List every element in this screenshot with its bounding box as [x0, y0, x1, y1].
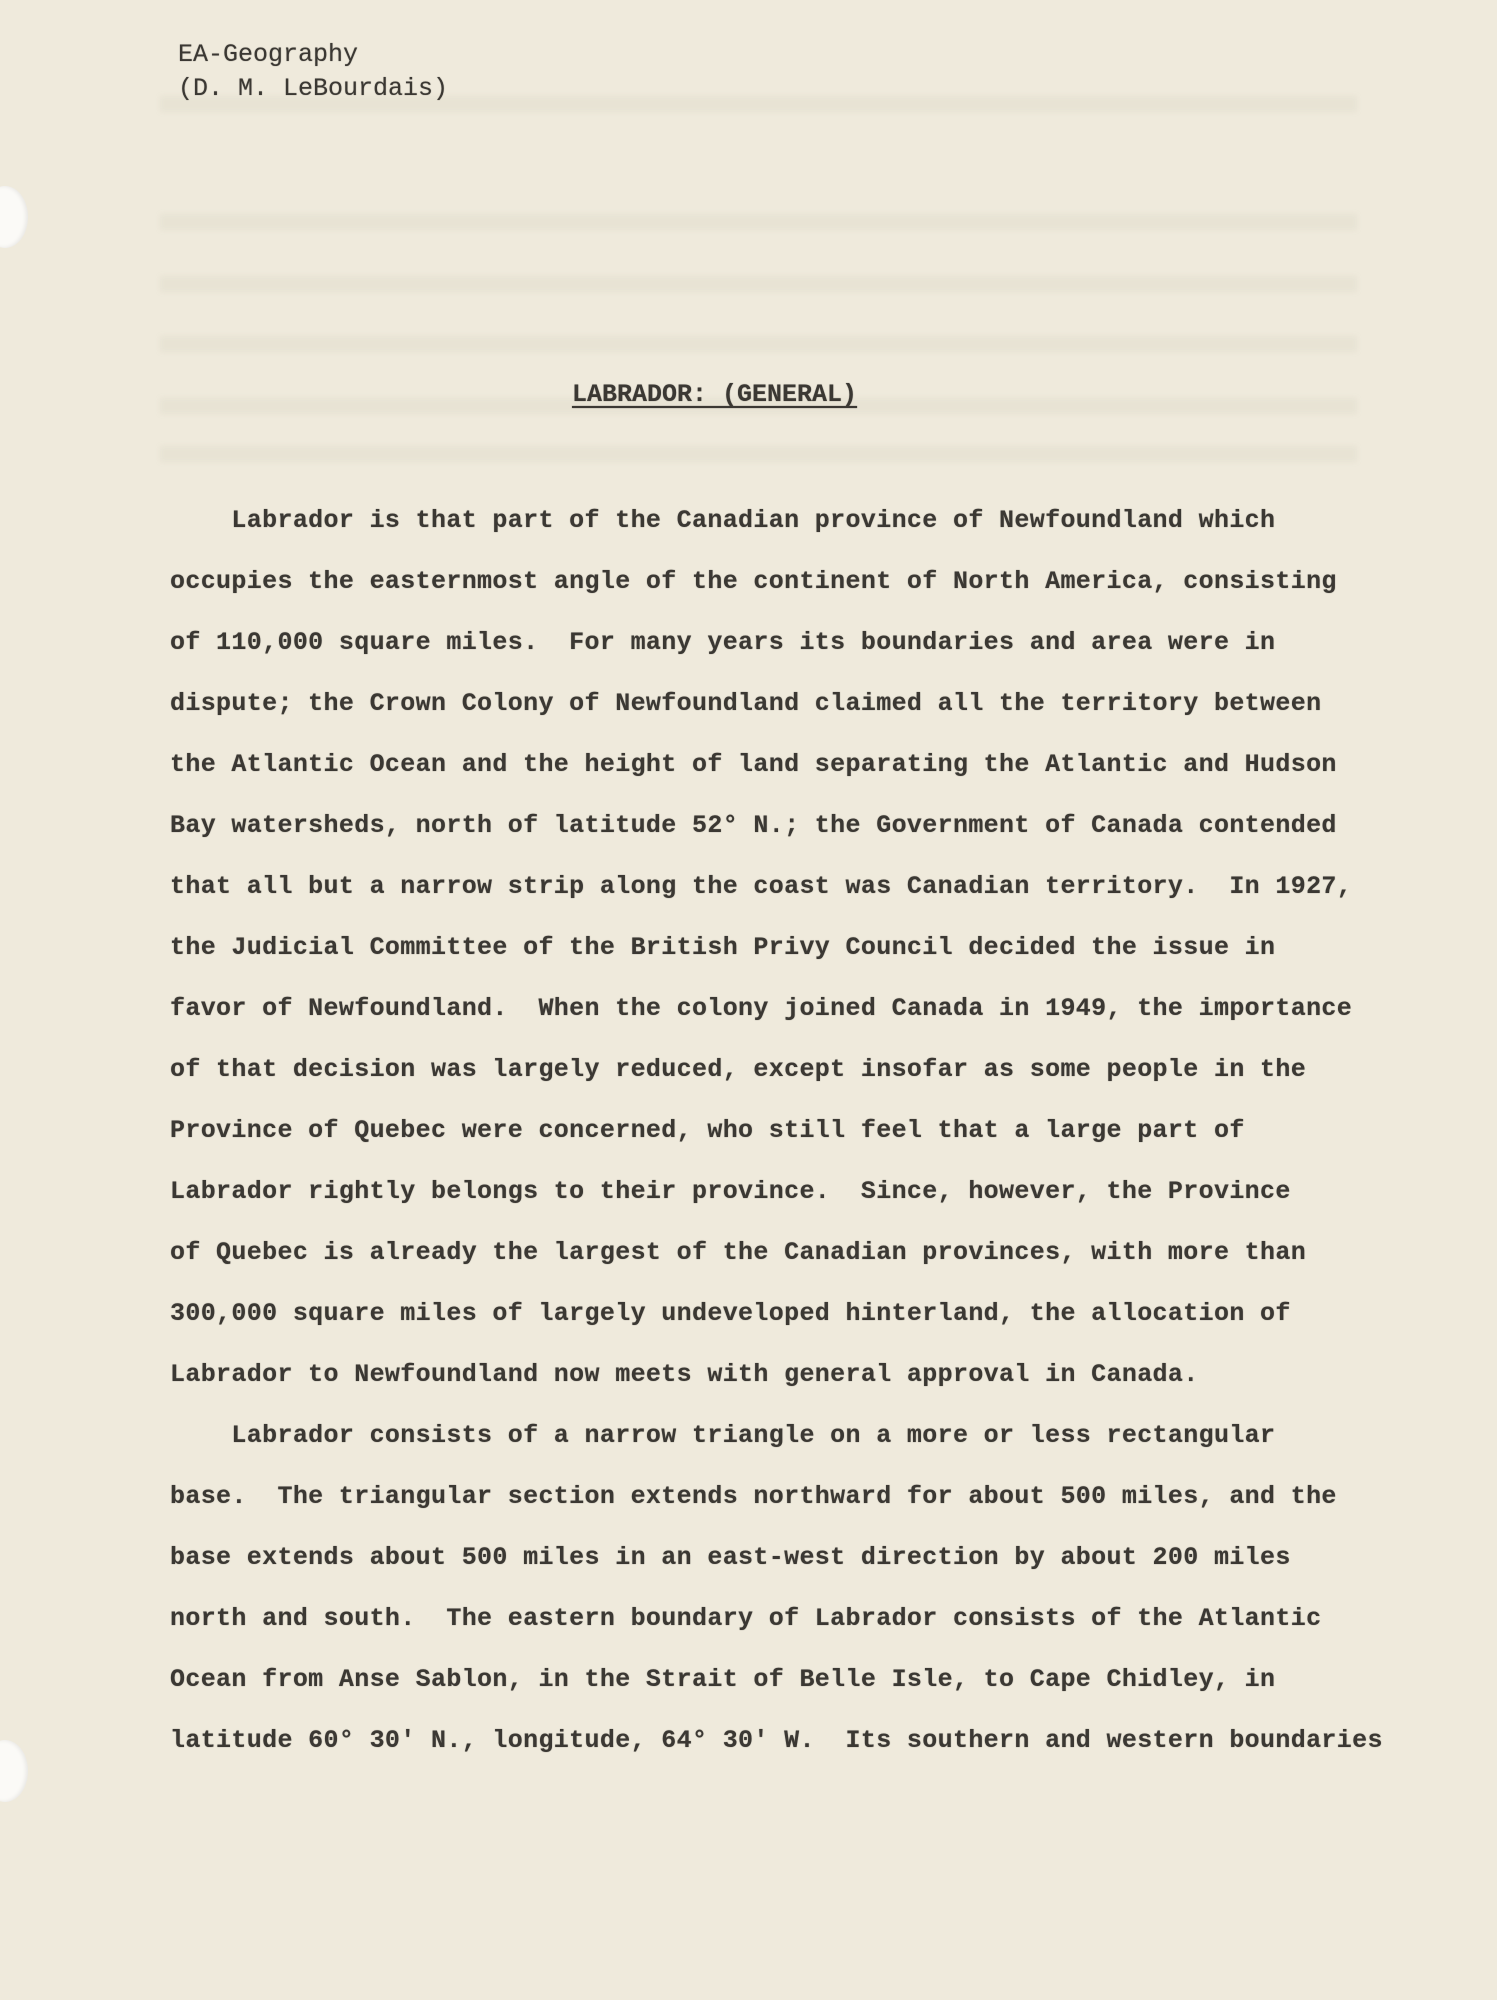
paragraph-line: occupies the easternmost angle of the continent of North America, consisting: [170, 567, 1337, 596]
bleed-through: [160, 276, 1357, 292]
paragraph-line: base. The triangular section extends northward for about 500 miles, and the: [170, 1482, 1337, 1511]
page-title: LABRADOR: (GENERAL): [572, 380, 858, 409]
paragraph-line: of 110,000 square miles. For many years its boundaries and area were in: [170, 628, 1276, 657]
paragraph-line: favor of Newfoundland. When the colony joined Canada in 1949, the importance: [170, 994, 1353, 1023]
paragraph-line: Labrador consists of a narrow triangle on a more or less rectangular: [170, 1421, 1276, 1450]
author-label: (D. M. LeBourdais): [178, 74, 449, 103]
paragraph-line: dispute; the Crown Colony of Newfoundland claimed all the territory between: [170, 689, 1322, 718]
punch-hole: [0, 186, 28, 248]
bleed-through: [160, 336, 1357, 352]
paragraph-line: Labrador to Newfoundland now meets with general approval in Canada.: [170, 1360, 1199, 1389]
header-block: [178, 38, 448, 106]
paragraph-line: Labrador is that part of the Canadian province of Newfoundland which: [170, 506, 1276, 535]
punch-hole: [0, 1740, 28, 1802]
paragraph-line: the Atlantic Ocean and the height of land separating the Atlantic and Hudson: [170, 750, 1337, 779]
paragraph-line: latitude 60° 30' N., longitude, 64° 30' W. Its southern and western boundaries: [170, 1726, 1383, 1755]
paragraph-line: Labrador rightly belongs to their province. Since, however, the Province: [170, 1177, 1291, 1206]
bleed-through: [160, 446, 1357, 462]
paragraph-line: Ocean from Anse Sablon, in the Strait of Belle Isle, to Cape Chidley, in: [170, 1665, 1276, 1694]
paragraph-line: the Judicial Committee of the British Privy Council decided the issue in: [170, 933, 1276, 962]
paragraph-line: Province of Quebec were concerned, who still feel that a large part of: [170, 1116, 1245, 1145]
paragraph-line: north and south. The eastern boundary of Labrador consists of the Atlantic: [170, 1604, 1322, 1633]
paragraph-line: 300,000 square miles of largely undeveloped hinterland, the allocation of: [170, 1299, 1291, 1328]
course-label: EA-Geography: [178, 40, 359, 69]
paragraph-line: of Quebec is already the largest of the Canadian provinces, with more than: [170, 1238, 1307, 1267]
bleed-through: [160, 214, 1357, 230]
paragraph-line: of that decision was largely reduced, except insofar as some people in the: [170, 1055, 1307, 1084]
paragraph-line: Bay watersheds, north of latitude 52° N.; the Government of Canada contended: [170, 811, 1337, 840]
paragraph-line: base extends about 500 miles in an east-west direction by about 200 miles: [170, 1543, 1291, 1572]
paragraph-line: that all but a narrow strip along the coast was Canadian territory. In 1927,: [170, 872, 1353, 901]
